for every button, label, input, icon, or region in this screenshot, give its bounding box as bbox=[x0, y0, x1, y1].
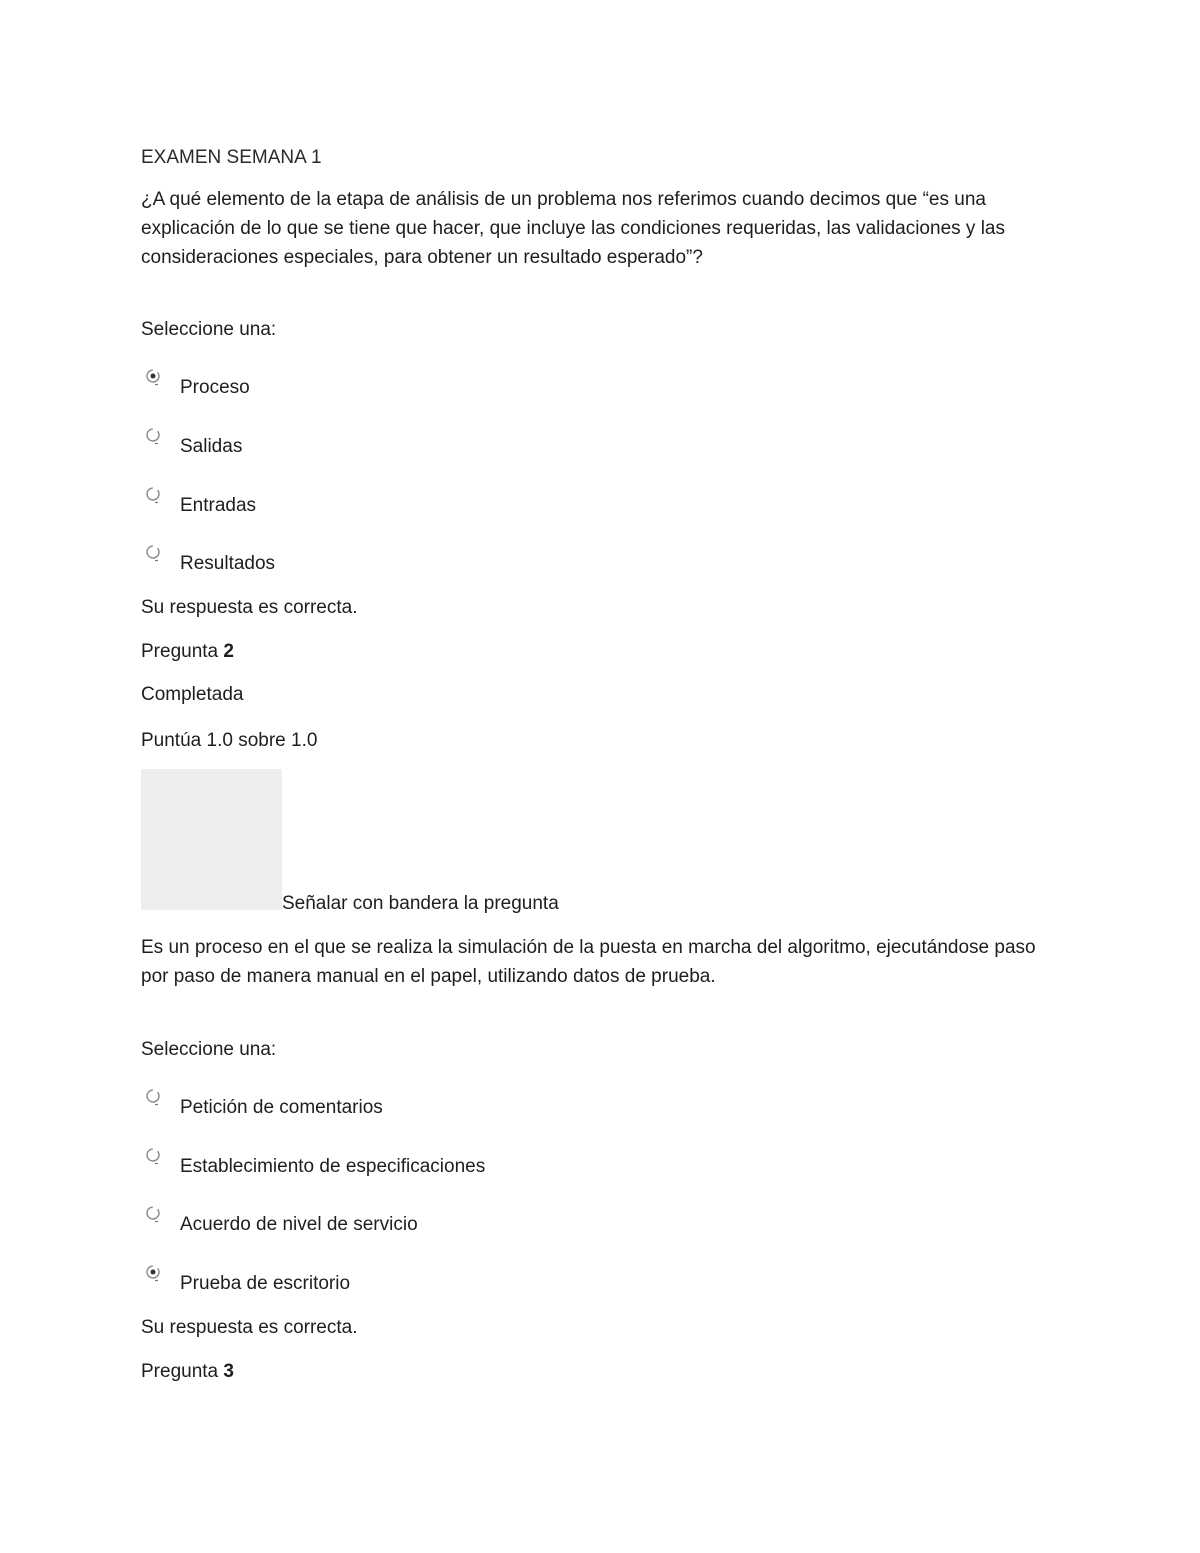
radio-icon bbox=[145, 368, 163, 386]
question-2-prompt: Seleccione una: bbox=[141, 1039, 277, 1060]
answer-option-entradas[interactable] bbox=[141, 486, 741, 522]
answer-option-label: Proceso bbox=[180, 377, 250, 398]
question-1-prompt: Seleccione una: bbox=[141, 319, 277, 340]
question-2-score: Puntúa 1.0 sobre 1.0 bbox=[141, 730, 318, 751]
exam-title: EXAMEN SEMANA 1 bbox=[141, 147, 322, 168]
answer-option-resultados[interactable] bbox=[141, 544, 741, 580]
radio-selected-dot bbox=[151, 374, 156, 379]
question-2-text: Es un proceso en el que se realiza la simulación de la puesta en marcha del algoritmo, ejecutándose paso por paso de manera manual en el papel, utilizando datos de prueba. bbox=[141, 937, 1036, 987]
question-number: 3 bbox=[223, 1361, 234, 1382]
radio-ring bbox=[145, 1205, 161, 1221]
radio-ring bbox=[145, 1088, 161, 1104]
radio-ring bbox=[145, 1147, 161, 1163]
question-2-state: Completada bbox=[141, 684, 244, 705]
answer-option-peticion-de-comentarios[interactable] bbox=[141, 1088, 741, 1124]
answer-option-establecimiento-de-especificaciones[interactable] bbox=[141, 1147, 741, 1183]
radio-button[interactable] bbox=[145, 1264, 163, 1282]
radio-icon bbox=[145, 1147, 163, 1165]
flag-question-link[interactable]: Señalar con bandera la pregunta bbox=[282, 893, 559, 914]
radio-button[interactable] bbox=[145, 486, 163, 504]
answer-option-proceso[interactable] bbox=[141, 368, 741, 404]
radio-icon bbox=[145, 427, 163, 445]
radio-button[interactable] bbox=[145, 544, 163, 562]
answer-option-acuerdo-de-nivel-de-servicio[interactable] bbox=[141, 1205, 741, 1241]
radio-icon bbox=[145, 1264, 163, 1282]
radio-icon bbox=[145, 486, 163, 504]
question-label: Pregunta bbox=[141, 641, 219, 662]
radio-button[interactable] bbox=[145, 368, 163, 386]
question-1-feedback: Su respuesta es correcta. bbox=[141, 597, 358, 618]
answer-option-prueba-de-escritorio[interactable] bbox=[141, 1264, 741, 1300]
radio-ring bbox=[145, 427, 161, 443]
radio-ring bbox=[145, 486, 161, 502]
radio-button[interactable] bbox=[145, 1147, 163, 1165]
radio-button[interactable] bbox=[145, 427, 163, 445]
question-label: Pregunta bbox=[141, 1361, 219, 1382]
question-2-feedback: Su respuesta es correcta. bbox=[141, 1317, 358, 1338]
radio-button[interactable] bbox=[145, 1205, 163, 1223]
answer-option-label: Resultados bbox=[180, 553, 276, 574]
answer-option-salidas[interactable] bbox=[141, 427, 741, 463]
question-2-heading bbox=[141, 637, 234, 666]
answer-option-label: Petición de comentarios bbox=[180, 1097, 383, 1118]
radio-selected-dot bbox=[151, 1270, 156, 1275]
question-number: 2 bbox=[223, 641, 234, 662]
answer-option-label: Acuerdo de nivel de servicio bbox=[180, 1214, 418, 1235]
question-3-heading bbox=[141, 1357, 234, 1386]
answer-option-label: Prueba de escritorio bbox=[180, 1273, 351, 1294]
radio-button[interactable] bbox=[145, 1088, 163, 1106]
radio-icon bbox=[145, 544, 163, 562]
radio-icon bbox=[145, 1205, 163, 1223]
answer-option-label: Entradas bbox=[180, 495, 257, 516]
radio-ring bbox=[145, 544, 161, 560]
radio-icon bbox=[145, 1088, 163, 1106]
question-1-text: ¿A qué elemento de la etapa de análisis de un problema nos referimos cuando decimos que “es una explicación de lo que se tiene que hacer, que incluye las condiciones requeridas, las validaciones y las consideraciones especiales, para obtener un resultado esperado”? bbox=[141, 189, 1005, 268]
flag-icon[interactable] bbox=[141, 769, 282, 910]
answer-option-label: Salidas bbox=[180, 436, 243, 457]
answer-option-label: Establecimiento de especificaciones bbox=[180, 1156, 486, 1177]
